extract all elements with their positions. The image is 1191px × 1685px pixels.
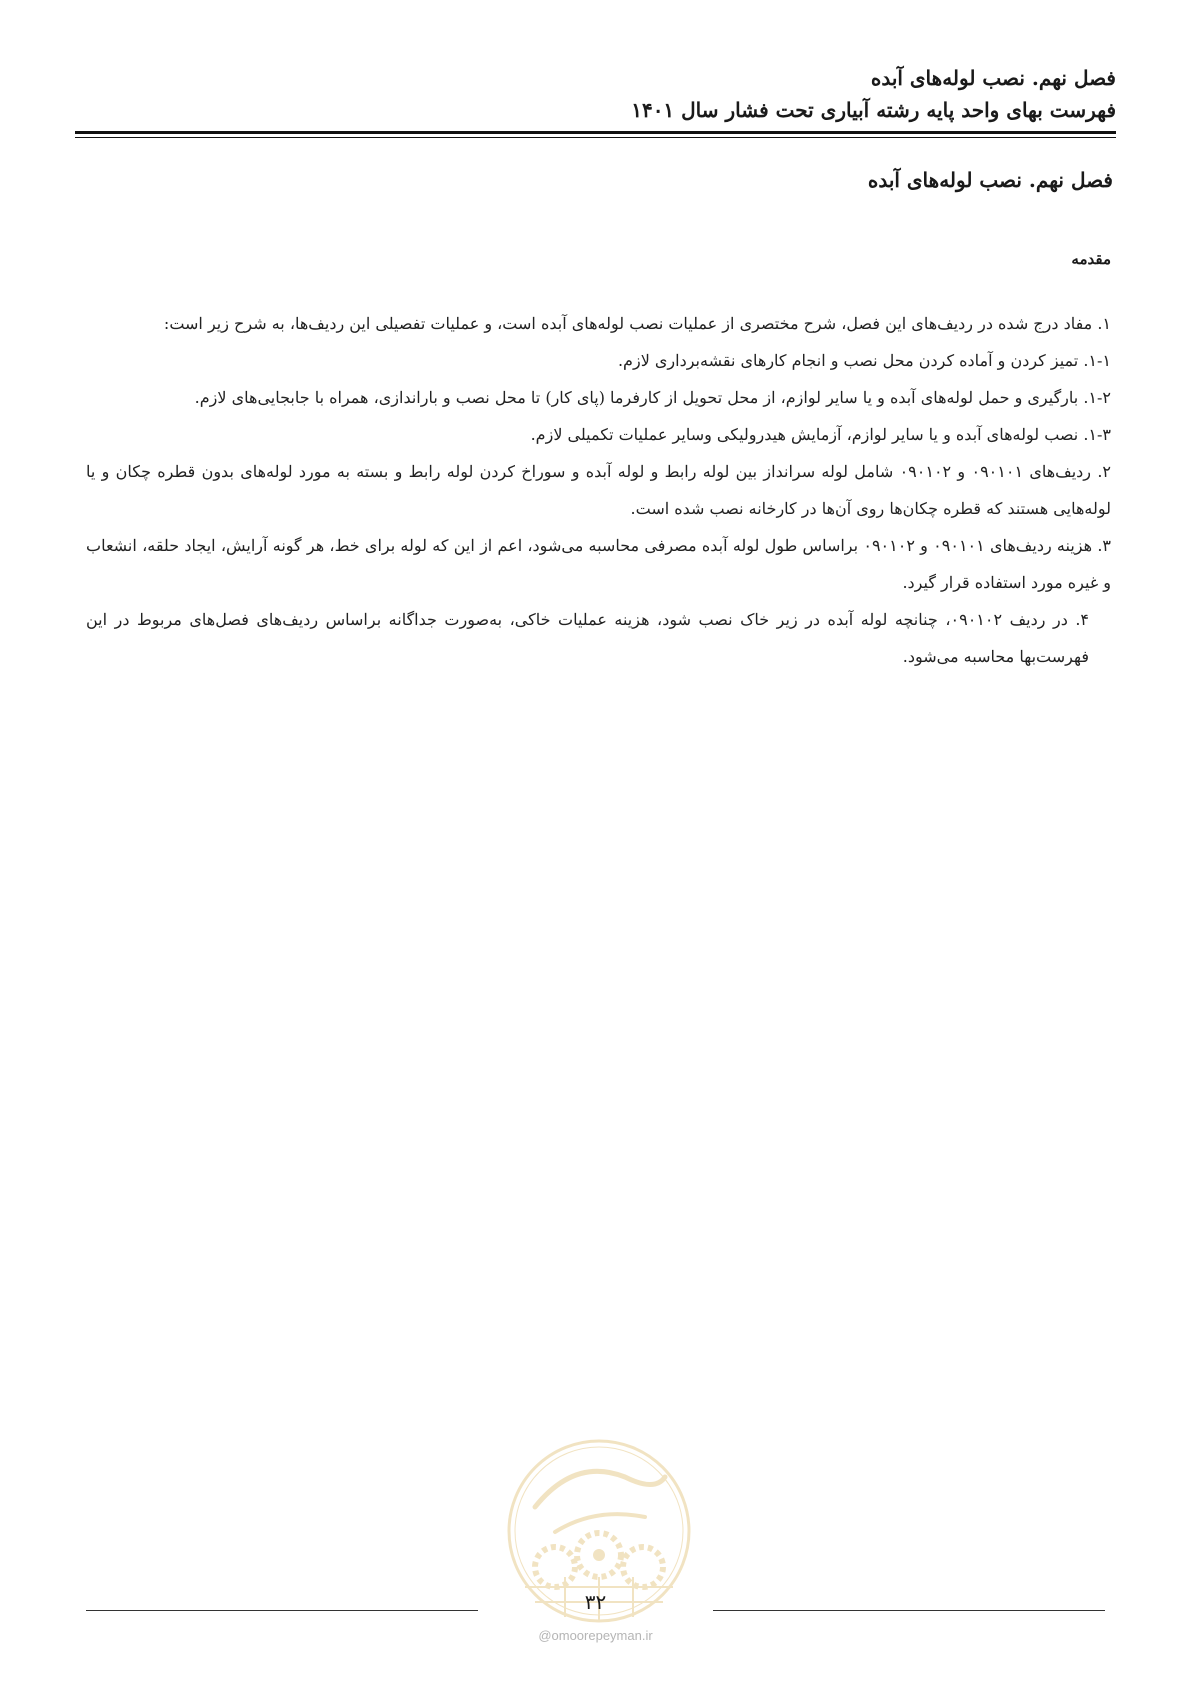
paragraph-1-2: ۱-۲. بارگیری و حمل لوله‌های آبده و یا سایر لوازم، از محل تحویل از کارفرما (پای کار) تا محل نصب و باراندازی، همراه با جابجایی‌های لازم. (194, 388, 1111, 407)
paragraph-3: ۳. هزینه ردیف‌های ۰۹۰۱۰۱ و ۰۹۰۱۰۲ براساس طول لوله آبده مصرفی محاسبه می‌شود، اعم از این که لوله برای خط، هر گونه آرایش، ایجاد حلقه، انشعاب و غیره مورد استفاده قرار گیرد. (86, 536, 1111, 592)
body-text (86, 305, 1111, 675)
header-rule-thin (75, 137, 1116, 138)
paragraph-1-3: ۱-۳. نصب لوله‌های آبده و یا سایر لوازم، آزمایش هیدرولیکی وسایر عملیات تکمیلی لازم. (530, 425, 1111, 444)
header-rule-thick (75, 131, 1116, 134)
watermark-text: @omoorepeyman.ir (538, 1628, 653, 1643)
intro-heading: مقدمه (1071, 250, 1111, 268)
section-title: فصل نهم. نصب لوله‌های آبده (867, 168, 1113, 192)
page-header (75, 62, 1116, 126)
paragraph-4: ۴. در ردیف ۰۹۰۱۰۲، چنانچه لوله آبده در زیر خاک نصب شود، هزینه عملیات خاکی، به‌صورت جداگانه براساس ردیف‌های فصل‌های مربوط در این فهرست‌بها محاسبه می‌شود. (86, 610, 1090, 666)
header-document-title: فهرست بهای واحد پایه رشته آبیاری تحت فشار سال ۱۴۰۱ (631, 98, 1116, 122)
paragraph-1-1: ۱-۱. تمیز کردن و آماده کردن محل نصب و انجام کارهای نقشه‌برداری لازم. (617, 351, 1111, 370)
paragraph-1: ۱. مفاد درج شده در ردیف‌های این فصل، شرح مختصری از عملیات نصب لوله‌های آبده است، و عملیات تفصیلی این ردیف‌ها، به شرح زیر است: (163, 314, 1111, 333)
header-chapter-title: فصل نهم. نصب لوله‌های آبده (870, 66, 1116, 90)
paragraph-2: ۲. ردیف‌های ۰۹۰۱۰۱ و ۰۹۰۱۰۲ شامل لوله سرانداز بین لوله رابط و لوله آبده و سوراخ کردن لوله رابط و بسته به مورد لوله‌های بدون قطره چکان و یا لوله‌هایی هستند که قطره چکان‌ها روی آن‌ها در کارخانه نصب شده است. (86, 462, 1112, 518)
page-number: ۳۲ (584, 1590, 607, 1614)
